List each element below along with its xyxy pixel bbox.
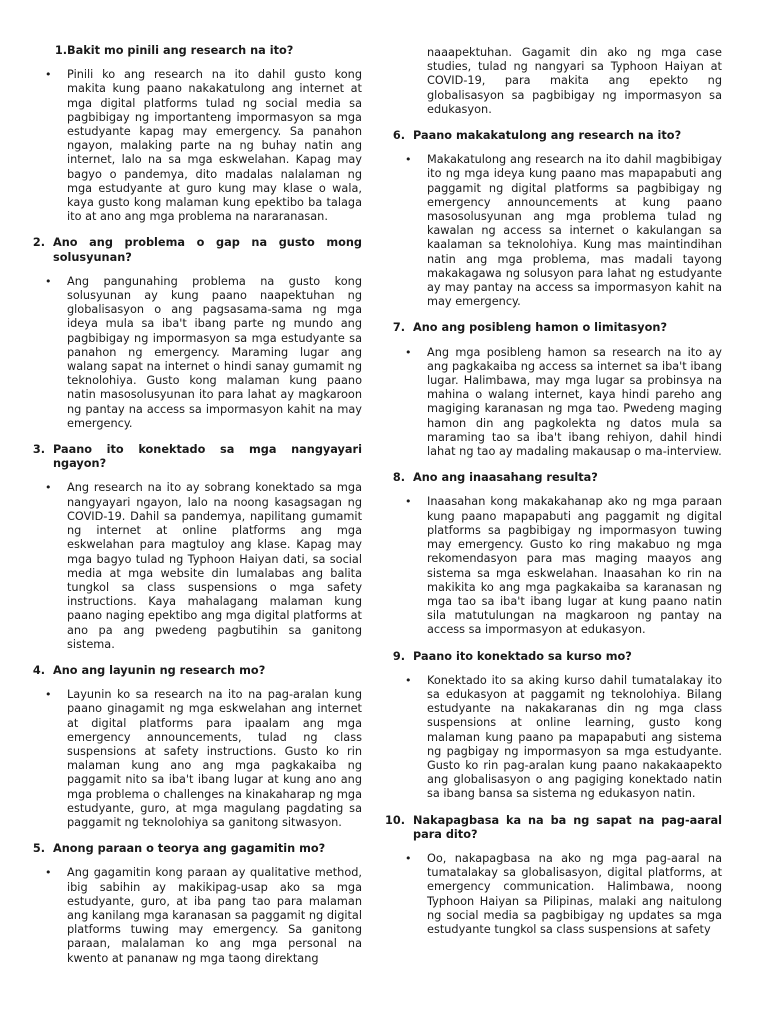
question-9 [382,650,722,664]
answer-text: Oo, nakapagbasa na ako ng mga pag-aaral na tumatalakay sa globalisasyon, digital platforms, at emergency communication. Halimbawa, noong Typhoon Haiyan sa Pilipinas, malaki ang naitulong ng social media sa pagbibigay ng updates sa mga estudyante tungkol sa class suspensions at safety [427,851,722,936]
question-text: Paano makakatulong ang research na ito? [413,129,682,143]
answer-10 [405,852,722,937]
question-number: 1. [54,44,67,57]
qa-item-10 [382,814,722,938]
question-text: Paano ito konektado sa kurso mo? [413,649,632,663]
answer-6 [405,153,722,309]
question-2 [22,236,362,264]
question-8 [382,471,722,485]
question-1 [22,44,362,58]
answer-5 [45,866,362,965]
question-text: Ano ang problema o gap na gusto mong solusyunan? [53,236,362,264]
question-number: 2. [32,236,45,250]
bullet-icon: • [45,481,52,495]
answer-4 [45,688,362,830]
question-text: Ano ang inaasahang resulta? [413,471,598,485]
answer-text: Layunin ko sa research na ito na pag-aralan kung paano ginagamit ng mga eskwelahan ang internet at digital platforms para ipaalam ang mga emergency announcements, tulad ng class suspensions at safety instructions. Gusto ko rin malaman kung ano ang mga pagkakaiba ng paggamit nito sa iba't ibang lugar at kung ano ang mga problema o challenges na kinakaharap ng mga estudyante, guro, at mga magulang pagdating sa paggamit ng teknolohiya sa ganitong sitwasyon. [67,688,362,829]
qa-item-9 [382,650,722,802]
answer-text: Ang mga posibleng hamon sa research na ito ay ang pagkakaiba ng access sa internet sa iba't ibang lugar. Halimbawa, may mga lugar sa probinsya na mahina o walang internet, kaya hindi pareho ang magiging karanasan ng mga tao. Pwedeng maging hamon din ang pagkolekta ng datos mula sa maraming tao sa iba't ibang rehiyon, dahil hindi lahat ng tao ay madaling makausap o ma-interview. [427,345,722,459]
question-4 [22,664,362,678]
answer-5-continuation: naaapektuhan. Gagamit din ako ng mga case studies, tulad ng nangyari sa Typhoon Haiyan at COVID-19, para makita ang epekto ng globalisasyon sa pagbibigay ng impormasyon sa edukasyon. [427,46,722,116]
question-7 [382,321,722,335]
question-number: 10. [384,813,405,827]
question-5 [22,842,362,856]
answer-3 [45,481,362,651]
bullet-icon: • [45,274,52,288]
answer-2 [45,275,362,431]
question-3 [22,443,362,471]
bullet-icon: • [405,851,412,865]
answer-text: Pinili ko ang research na ito dahil gusto kong makita kung paano nakakatulong ang internet at mga digital platforms tulad ng social media sa pagbibigay ng importanteng impormasyon sa mga estudyante kapag may emergency. Sa panahon ngayon, malaking parte na ng buhay natin ang internet, lalo na sa mga eskwelahan. Kapag may bagyo o pandemya, dito madalas nalalaman ng mga estudyante at guro kung may klase o wala, kaya gusto kong malaman kung epektibo ba talaga ito at ano ang mga problema na nararanasan. [67,68,362,224]
answer-text: Makakatulong ang research na ito dahil magbibigay ito ng mga ideya kung paano mas mapapabuti ang paggamit ng digital platforms sa pagbibigay ng emergency announcements at kung paano masosolusyunan ang mga problema tulad ng kawalan ng access sa internet o kakulangan sa kaalaman sa teknolohiya. Kung mas maintindihan natin ang mga problema, mas madali tayong makakagawa ng solusyon para lahat ng estudyante ay may pantay na access sa impormasyon kahit na may emergency. [427,153,722,309]
question-number: 8. [392,471,405,485]
bullet-icon: • [45,688,52,702]
answer-text: Ang gagamitin kong paraan ay qualitative method, ibig sabihin ay makikipag-usap ako sa mga estudyante, guro, at iba pang tao para malaman ang kanilang mga karanasan sa paggamit ng digital platforms tuwing may emergency. Sa ganitong paraan, malalaman ko ang mga personal na kwento at pananaw ng mga taong direktang [67,866,362,965]
question-number: 6. [392,129,405,143]
qa-item-3 [22,443,362,652]
answer-text: Konektado ito sa aking kurso dahil tumatalakay ito sa edukasyon at paggamit ng teknolohiya. Bilang estudyante na nakakaranas din ng mga class suspensions at online learning, gusto kong malaman kung paano pa mapapabuti ang sistema ng pagbigay ng impormasyon sa mga estudyante. Gusto ko rin pag-aralan kung paano nakakaapekto ang globalisasyon o ang pagiging konektado natin sa ibang bansa sa sistema ng edukasyon natin. [427,673,722,801]
question-text: Nakapagbasa ka na ba ng sapat na pag-aaral para dito? [413,813,722,841]
question-number: 3. [32,443,45,457]
question-number: 4. [32,663,45,677]
question-6 [382,129,722,143]
left-column [22,44,362,978]
answer-9 [405,674,722,802]
question-text: Ano ang layunin ng research mo? [53,663,266,677]
question-10 [382,814,722,842]
answer-text: Inaasahan kong makakahanap ako ng mga paraan kung paano mapapabuti ang paggamit ng digital platforms sa pagbibigay ng impormasyon tuwing may emergency. Gusto ko ring makabuo ng mga rekomendasyon para mas maging maayos ang sistema sa mga eskwelahan. Inaasahan ko rin na makikita ko ang mga pagkakaiba sa karanasan ng mga tao sa iba't ibang lugar at kung paano natin sila matutulungan na magkaroon ng pantay na access sa impormasyon at edukasyon. [427,495,722,637]
bullet-icon: • [405,495,412,509]
bullet-icon: • [405,153,412,167]
answer-8 [405,495,722,637]
qa-item-8 [382,471,722,637]
qa-item-7 [382,321,722,459]
qa-item-1 [22,44,362,224]
bullet-icon: • [405,345,412,359]
bullet-icon: • [45,68,52,82]
question-text: Bakit mo pinili ang research na ito? [67,44,294,57]
question-text: Paano ito konektado sa mga nangyayari ngayon? [53,443,362,471]
question-text: Ano ang posibleng hamon o limitasyon? [413,321,668,335]
qa-item-2 [22,236,362,431]
qa-item-4 [22,664,362,830]
answer-1 [45,68,362,224]
answer-text: Ang research na ito ay sobrang konektado sa mga nangyayari ngayon, lalo na noong kasagsagan ng COVID-19. Dahil sa pandemya, napilitang gumamit ng internet at online platforms ang mga eskwelahan para magtuloy ang klase. Kapag may mga bagyo tulad ng Typhoon Haiyan dati, sa social media at mga website din lumalabas ang balita tungkol sa class suspensions o mga safety instructions. Kaya mahalagang malaman kung paano naging epektibo ang mga digital platforms at ano pa ang pwedeng pagbutihin sa ganitong sistema. [67,481,362,651]
answer-text: Ang pangunahing problema na gusto kong solusyunan ay kung paano naapektuhan ng globalisasyon o ang pagsasama-sama ng mga ideya mula sa iba't ibang parte ng mundo ang pagbibigay ng impormasyon sa mga estudyante sa panahon ng emergency. Maraming lugar ang walang sapat na internet o hindi sanay gumamit ng teknolohiya. Gusto kong malaman kung paano natin masosolusyunan ito para lahat ay magkaroon ng pantay na access sa impormasyon kahit na may emergency. [67,274,362,430]
qa-item-6 [382,129,722,309]
qa-item-5 [22,842,362,966]
bullet-icon: • [405,673,412,687]
question-number: 5. [32,842,45,856]
question-text: Anong paraan o teorya ang gagamitin mo? [53,842,326,856]
question-number: 7. [392,321,405,335]
question-number: 9. [392,649,405,663]
answer-7 [405,346,722,460]
bullet-icon: • [45,866,52,880]
right-column [382,46,722,949]
